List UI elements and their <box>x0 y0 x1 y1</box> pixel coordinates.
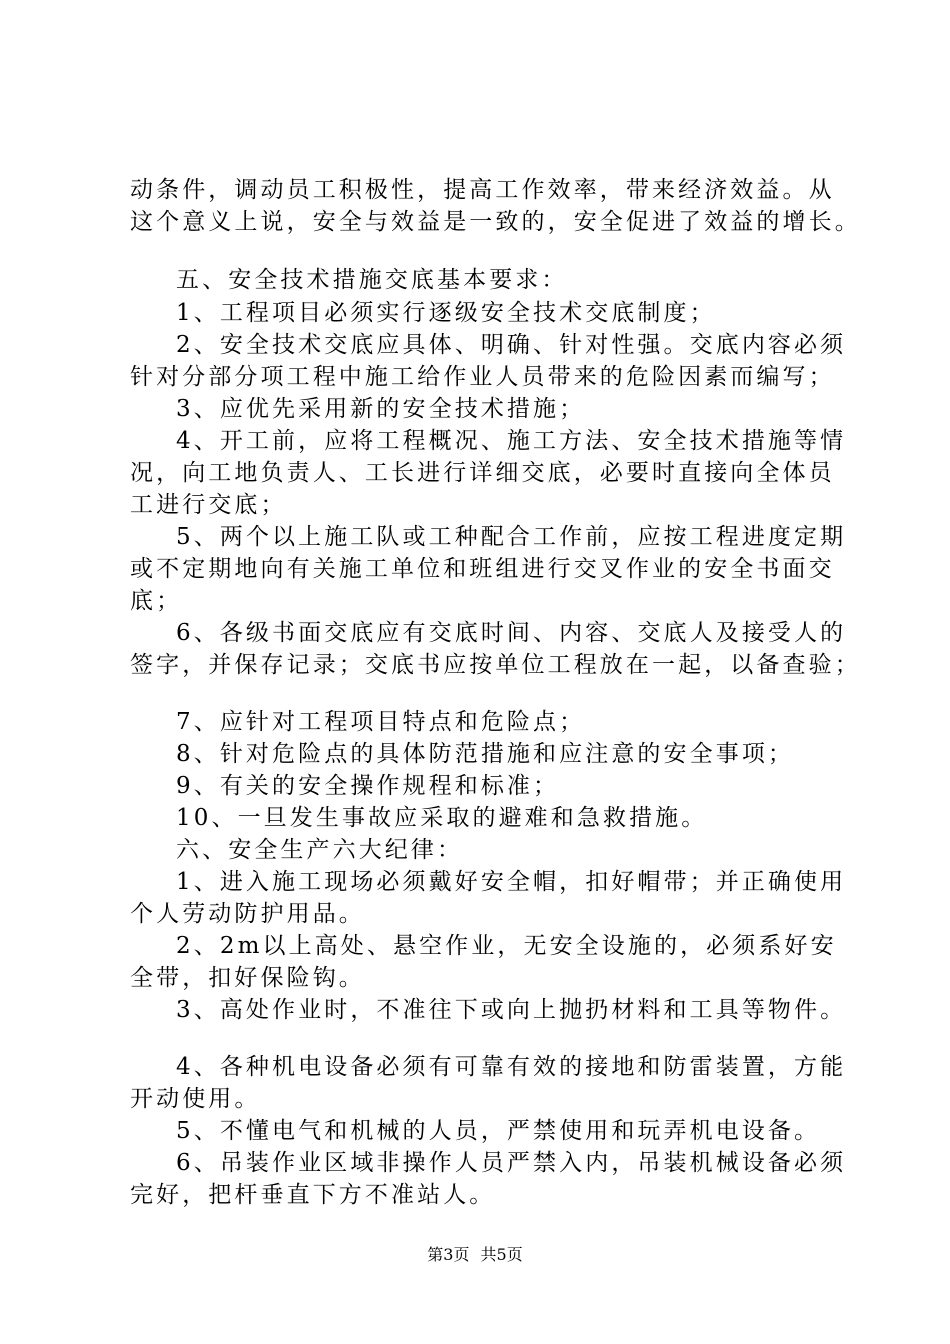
list-item: 10、一旦发生事故应采取的避难和急救措施。 <box>176 805 708 831</box>
paragraph-line: 针对分部分项工程中施工给作业人员带来的危险因素而编写； <box>130 364 835 390</box>
list-item: 3、高处作业时，不准往下或向上抛扔材料和工具等物件。 <box>176 997 847 1023</box>
paragraph-line: 动条件，调动员工积极性，提高工作效率，带来经济效益。从 <box>130 177 835 203</box>
list-item: 1、进入施工现场必须戴好安全帽，扣好帽带；并正确使用 <box>176 869 847 895</box>
list-item: 5、两个以上施工队或工种配合工作前，应按工程进度定期 <box>176 524 847 550</box>
page-number: 第3页 <box>427 1245 470 1264</box>
paragraph-line: 或不定期地向有关施工单位和班组进行交叉作业的安全书面交 <box>130 556 835 582</box>
list-item: 8、针对危险点的具体防范措施和应注意的安全事项； <box>176 741 795 767</box>
paragraph-line: 底； <box>130 588 183 614</box>
list-item: 1、工程项目必须实行逐级安全技术交底制度； <box>176 300 716 326</box>
page-footer <box>0 1245 950 1265</box>
paragraph-line: 这个意义上说，安全与效益是一致的，安全促进了效益的增长。 <box>130 209 861 235</box>
paragraph-line: 签字，并保存记录；交底书应按单位工程放在一起，以备查验； <box>130 652 861 678</box>
paragraph-line: 完好，把杆垂直下方不准站人。 <box>130 1182 496 1208</box>
list-item: 9、有关的安全操作规程和标准； <box>176 773 560 799</box>
paragraph-line: 工进行交底； <box>130 492 287 518</box>
list-item: 4、各种机电设备必须有可靠有效的接地和防雷装置，方能 <box>176 1054 847 1080</box>
paragraph-line: 况，向工地负责人、工长进行详细交底，必要时直接向全体员 <box>130 460 835 486</box>
list-item: 2、安全技术交底应具体、明确、针对性强。交底内容必须 <box>176 332 847 358</box>
list-item: 6、各级书面交底应有交底时间、内容、交底人及接受人的 <box>176 620 847 646</box>
list-item: 6、吊装作业区域非操作人员严禁入内，吊装机械设备必须 <box>176 1150 847 1176</box>
list-item: 2、2m以上高处、悬空作业，无安全设施的，必须系好安 <box>176 933 837 959</box>
paragraph-line: 个人劳动防护用品。 <box>130 901 365 927</box>
paragraph-line: 开动使用。 <box>130 1086 261 1112</box>
list-item: 3、应优先采用新的安全技术措施； <box>176 396 586 422</box>
paragraph-line: 全带，扣好保险钩。 <box>130 965 365 991</box>
section-heading-5: 五、安全技术措施交底基本要求： <box>176 267 568 293</box>
section-heading-6: 六、安全生产六大纪律： <box>176 837 464 863</box>
list-item: 4、开工前，应将工程概况、施工方法、安全技术措施等情 <box>176 428 847 454</box>
page-total: 共5页 <box>480 1245 523 1264</box>
list-item: 5、不懂电气和机械的人员，严禁使用和玩弄机电设备。 <box>176 1118 821 1144</box>
list-item: 7、应针对工程项目特点和危险点； <box>176 709 586 735</box>
